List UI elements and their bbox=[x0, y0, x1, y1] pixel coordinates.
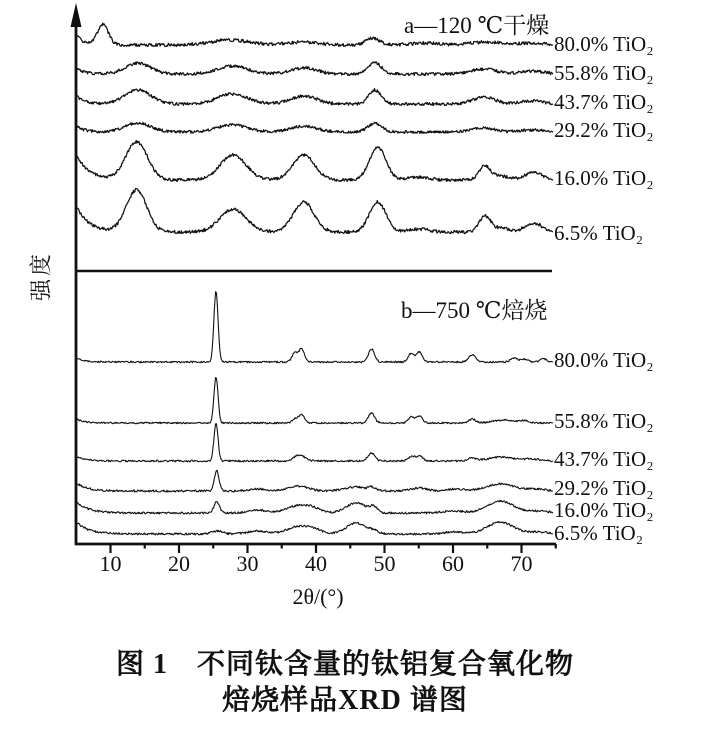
series-label-a-3: 29.2% TiO₂ bbox=[554, 118, 654, 142]
xrd-trace-a-5 bbox=[77, 189, 553, 234]
xrd-trace-b-1 bbox=[77, 378, 553, 424]
xrd-trace-b-2 bbox=[77, 424, 553, 462]
series-label-b-1: 55.8% TiO₂ bbox=[554, 409, 654, 433]
figure-caption-line1: 图 1 不同钛含量的钛铝复合氧化物 bbox=[115, 649, 574, 680]
y-axis-arrow-icon bbox=[71, 3, 82, 27]
x-tick-label-50: 50 bbox=[373, 551, 396, 576]
x-tick-label-10: 10 bbox=[99, 551, 122, 576]
xrd-trace-b-5 bbox=[77, 522, 553, 535]
xrd-trace-b-3 bbox=[77, 470, 553, 492]
xrd-trace-b-4 bbox=[77, 500, 553, 514]
series-label-a-2: 43.7% TiO₂ bbox=[554, 90, 654, 114]
x-tick-label-70: 70 bbox=[510, 551, 533, 576]
x-axis-label: 2θ/(°) bbox=[292, 584, 344, 609]
series-label-b-0: 80.0% TiO₂ bbox=[554, 348, 654, 372]
panel-a-title: a—120 ℃干燥 bbox=[404, 13, 550, 38]
xrd-trace-a-3 bbox=[77, 122, 553, 133]
xrd-trace-a-1 bbox=[77, 62, 553, 76]
xrd-trace-a-4 bbox=[77, 140, 553, 181]
series-label-a-1: 55.8% TiO₂ bbox=[554, 61, 654, 85]
x-tick-label-20: 20 bbox=[168, 551, 190, 576]
x-tick-label-60: 60 bbox=[442, 551, 464, 576]
series-label-b-2: 43.7% TiO₂ bbox=[554, 447, 654, 471]
series-label-b-3: 29.2% TiO₂ bbox=[554, 476, 654, 500]
series-label-a-0: 80.0% TiO₂ bbox=[554, 32, 654, 56]
series-label-b-4: 16.0% TiO₂ bbox=[554, 498, 654, 522]
xrd-trace-a-2 bbox=[77, 89, 553, 106]
series-label-b-5: 6.5% TiO₂ bbox=[554, 521, 644, 545]
series-label-a-5: 6.5% TiO₂ bbox=[554, 221, 644, 245]
panel-b-title: b—750 ℃焙烧 bbox=[401, 298, 548, 323]
series-label-a-4: 16.0% TiO₂ bbox=[554, 166, 654, 190]
figure-caption-line2: 焙烧样品XRD 谱图 bbox=[222, 685, 468, 716]
x-tick-label-30: 30 bbox=[236, 551, 259, 576]
x-tick-label-40: 40 bbox=[305, 551, 327, 576]
y-axis-label: 强度 bbox=[28, 250, 54, 302]
